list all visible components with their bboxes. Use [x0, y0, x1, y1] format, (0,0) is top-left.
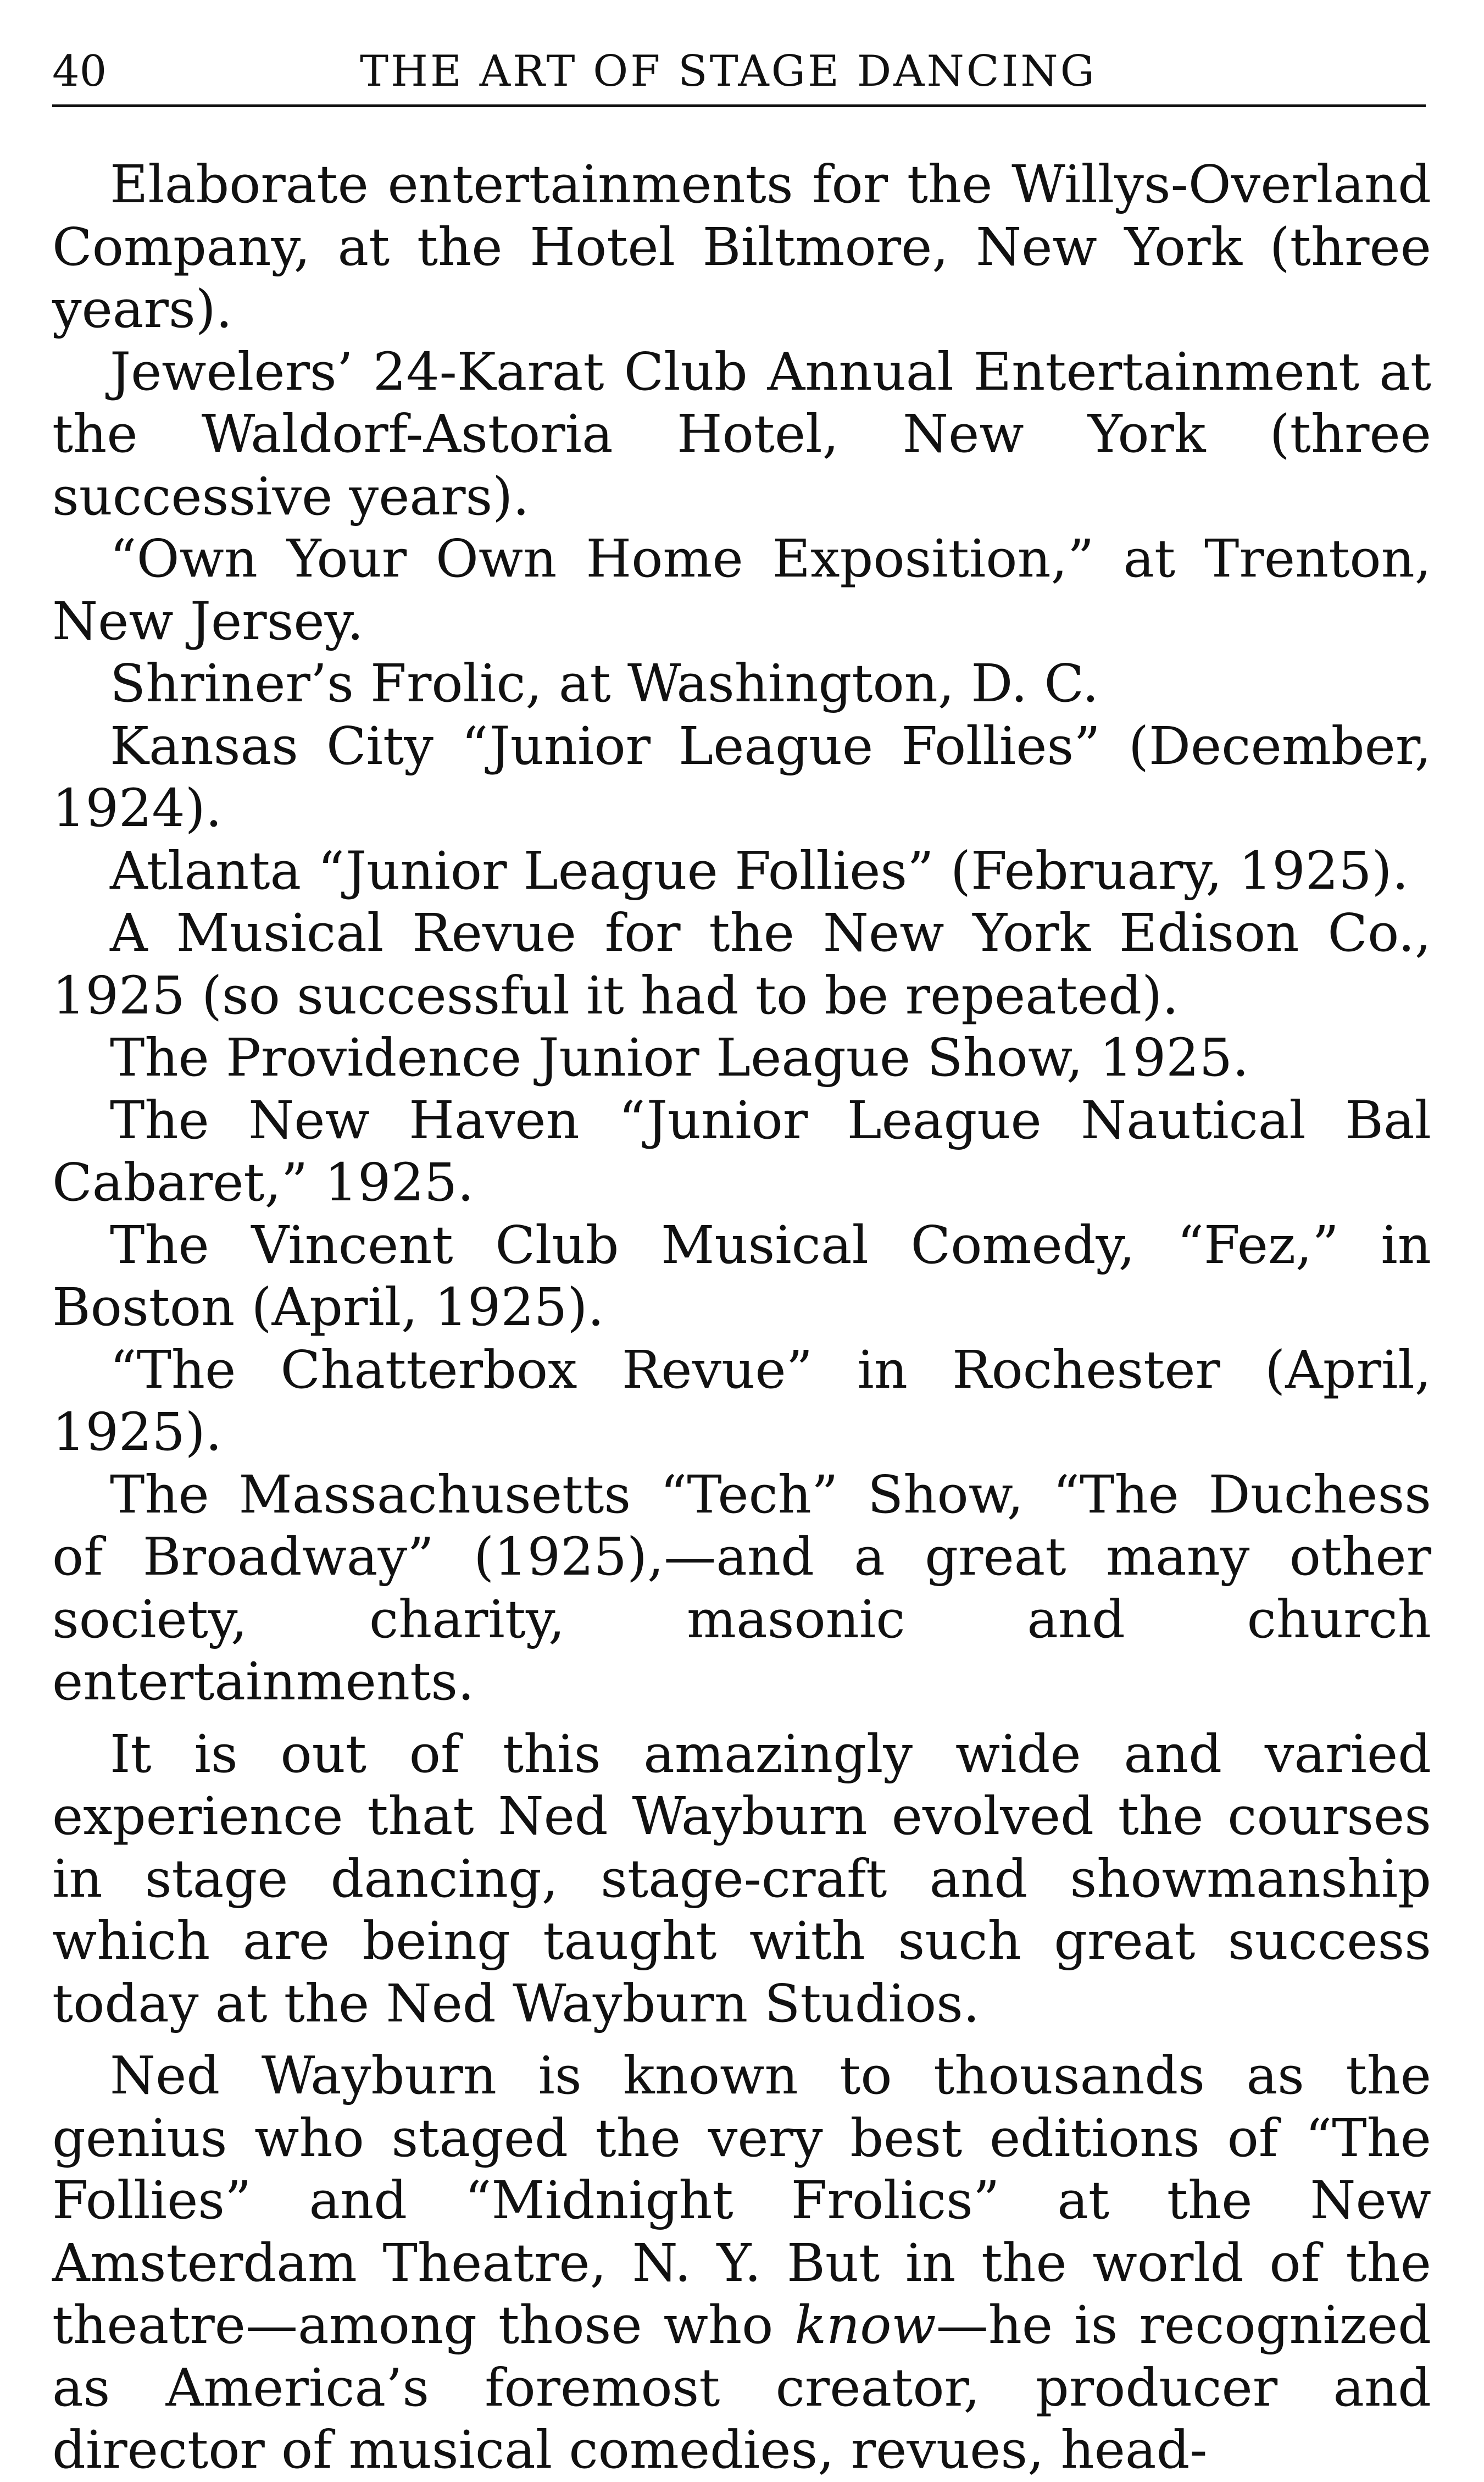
- italic-word: know: [794, 2295, 936, 2356]
- list-item: Jewelers’ 24-Karat Club Annual Entertainment at the Waldorf-Astoria Hotel, New York (three successive years).: [52, 341, 1431, 527]
- paragraph-text-end: —he is recognized as America’s foremost creator, producer and director of musical comedies, revues, head-: [52, 2295, 1431, 2480]
- running-head: THE ART OF STAGE DANCING: [360, 47, 1097, 96]
- list-item: The New Haven “Junior League Nautical Bal Cabaret,” 1925.: [52, 1090, 1431, 1213]
- list-item: Atlanta “Junior League Follies” (February, 1925).: [110, 840, 1409, 901]
- list-item: A Musical Revue for the New York Edison Co., 1925 (so successful it had to be repeated).: [52, 903, 1431, 1026]
- list-item: The Vincent Club Musical Comedy, “Fez,” in Boston (April, 1925).: [52, 1215, 1431, 1338]
- list-item: Shriner’s Frolic, at Washington, D. C.: [110, 653, 1099, 714]
- header-rule: [52, 104, 1426, 107]
- paragraph-text-start: Ned Wayburn is known to thousands as the genius who staged the very best editions of “The Follies” and “Midnight Frolics” at the New Amsterdam Theatre, N. Y. But in the world of the theatre—among those who: [52, 2046, 1431, 2356]
- page-number: 40: [52, 47, 107, 96]
- list-item: Kansas City “Junior League Follies” (December, 1924).: [52, 716, 1431, 839]
- list-item: Elaborate entertainments for the Willys-Overland Company, at the Hotel Biltmore, New York (three years).: [52, 154, 1431, 340]
- paragraph-experience: It is out of this amazingly wide and varied experience that Ned Wayburn evolved the courses in stage dancing, stage-craft and showmanship which are being taught with such great success today at the Ned Wayburn Studios.: [52, 1724, 1431, 2034]
- list-item: “Own Your Own Home Exposition,” at Trenton, New Jersey.: [52, 529, 1431, 652]
- body-text: [52, 154, 1431, 2482]
- paragraph-wayburn: [52, 2045, 1431, 2482]
- list-item: “The Chatterbox Revue” in Rochester (April, 1925).: [52, 1339, 1431, 1462]
- list-item: The Providence Junior League Show, 1925.: [110, 1028, 1249, 1088]
- list-item: The Massachusetts “Tech” Show, “The Duchess of Broadway” (1925),—and a great many other society, charity, masonic and church entertainments.: [52, 1464, 1431, 1712]
- page-header: [52, 38, 1426, 104]
